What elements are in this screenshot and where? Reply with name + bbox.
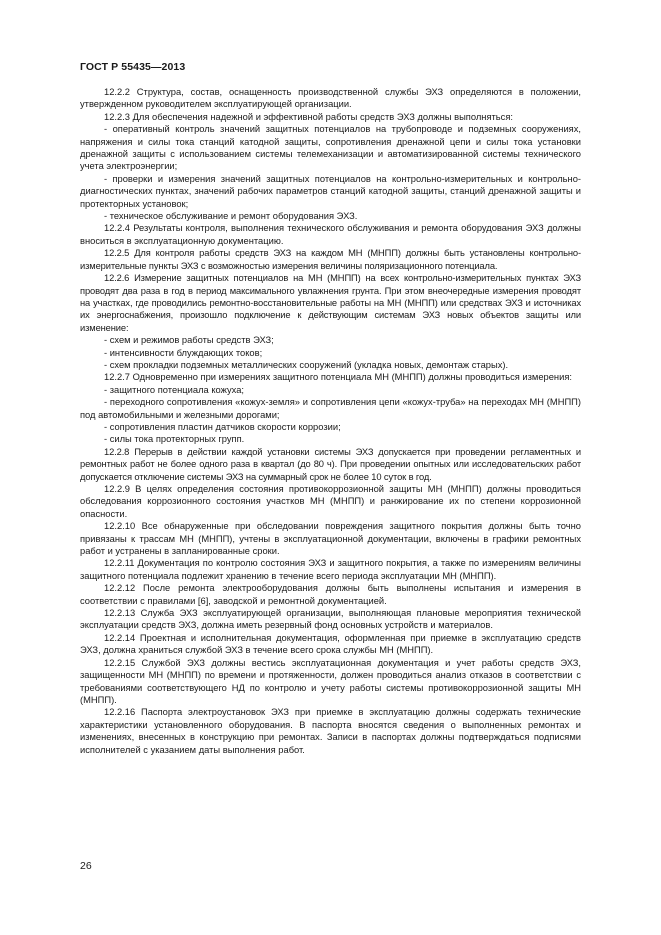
paragraph-12-2-10: 12.2.10 Все обнаруженные при обследовании повреждения защитного покрытия должны быть точно привязаны к трассам МН (МНПП), учтены в эксплуатационной документации, включены в графики ремонтных работ и устранены в запланированные сроки. [80, 521, 581, 557]
paragraph-12-2-7: 12.2.7 Одновременно при измерениях защитного потенциала МН (МНПП) должны проводиться измерения: [104, 372, 572, 383]
list-item: - силы тока протекторных групп. [104, 434, 245, 445]
list-item: - проверки и измерения значений защитных потенциалов на контрольно-измерительных и контрольно-диагностических пунктах, значений рабочих параметров станций катодной защиты, станций дренажной защиты и протекторных установок; [80, 173, 581, 209]
paragraph-12-2-2: 12.2.2 Структура, состав, оснащенность производственной службы ЭХЗ определяются в положении, утвержденном руководителем эксплуатирующей организации. [80, 87, 581, 110]
list-item: - техническое обслуживание и ремонт оборудования ЭХЗ. [104, 211, 358, 222]
list-item: - схем прокладки подземных металлических сооружений (укладка новых, демонтаж старых). [104, 359, 509, 370]
paragraph-12-2-11: 12.2.11 Документация по контролю состояния ЭХЗ и защитного покрытия, а также по измерениям величины защитного потенциала подлежит хранению в течение всего периода эксплуатации МН (МНПП). [80, 558, 581, 581]
page-number: 26 [80, 860, 92, 872]
paragraph-12-2-6: 12.2.6 Измерение защитных потенциалов на МН (МНПП) на всех контрольно-измерительных пунктах ЭХЗ проводят два раза в год в период максимального увлажнения грунта. При этом внеочередные измерения проводят на участках, где проводились ремонтно-восстановительные работы на МН (МНПП) или средствах ЭХЗ и источниках их энергоснабжения, произошло подключение к действующим системам ЭХЗ новых объектов защиты или изменение: [80, 273, 581, 333]
paragraph-12-2-15: 12.2.15 Службой ЭХЗ должны вестись эксплуатационная документация и учет работы средств ЭХЗ, защищенности МН (МНПП) по времени и протяженности, должен проводиться анализ отказов в соответствии с требованиями соответствующего НД по контролю и учету работы системы противокоррозионной защиты МН (МНПП). [80, 657, 581, 705]
list-item: - схем и режимов работы средств ЭХЗ; [104, 335, 274, 346]
list-item: - защитного потенциала кожуха; [104, 384, 244, 395]
list-item: - переходного сопротивления «кожух-земля» и сопротивления цепи «кожух-труба» на переходах МН (МНПП) под автомобильными и железными дорогами; [80, 397, 581, 420]
paragraph-12-2-13: 12.2.13 Служба ЭХЗ эксплуатирующей организации, выполняющая плановые мероприятия технической эксплуатации средств ЭХЗ, должна иметь резервный фонд основных устройств и материалов. [80, 608, 581, 631]
document-code-header: ГОСТ Р 55435—2013 [80, 61, 186, 73]
paragraph-12-2-4: 12.2.4 Результаты контроля, выполнения технического обслуживания и ремонта оборудования ЭХЗ должны вноситься в эксплуатационную документацию. [80, 223, 581, 246]
paragraph-12-2-9: 12.2.9 В целях определения состояния противокоррозионной защиты МН (МНПП) должны проводиться обследования коррозионного состояния участков МН (МНПП) и ранжирование их по степени коррозионной опасности. [80, 484, 581, 519]
paragraph-12-2-8: 12.2.8 Перерыв в действии каждой установки системы ЭХЗ допускается при проведении регламентных и ремонтных работ не более одного раза в квартал (до 80 ч). При проведении опытных или исследовательских работ допускается отключение системы ЭХЗ на суммарный срок не более 10 суток в год. [80, 446, 581, 482]
paragraph-12-2-14: 12.2.14 Проектная и исполнительная документация, оформленная при приемке в эксплуатацию средств ЭХЗ, должна храниться службой ЭХЗ в течение всего срока службы МН (МНПП). [80, 632, 581, 656]
document-body [80, 86, 581, 756]
list-item: - сопротивления пластин датчиков скорости коррозии; [104, 421, 341, 432]
list-item: - оперативный контроль значений защитных потенциалов на трубопроводе и подземных сооружениях, напряжения и силы тока станций катодной защиты, сопротивления дренажной цепи и силы тока установки дренажной защиты с использованием системы телемеханизации и автоматизированной системы технического учета электроэнергии; [80, 124, 581, 172]
paragraph-12-2-12: 12.2.12 После ремонта электрооборудования должны быть выполнены испытания и измерения в соответствии с правилами [6], заводской и ремонтной документацией. [80, 583, 581, 606]
paragraph-12-2-16: 12.2.16 Паспорта электроустановок ЭХЗ при приемке в эксплуатацию должны содержать технические характеристики установленного оборудования. В паспорта вносятся сведения о выполненных ремонтах и изменениях, внесенных в конструкцию при ремонтах. Записи в паспортах должны подтверждаться подписями исполнителей с указанием даты выполнения работ. [80, 707, 581, 755]
paragraph-12-2-5: 12.2.5 Для контроля работы средств ЭХЗ на каждом МН (МНПП) должны быть установлены контрольно-измерительные пункты ЭХЗ с возможностью измерения величины поляризационного потенциала. [80, 248, 581, 271]
paragraph-12-2-3: 12.2.3 Для обеспечения надежной и эффективной работы средств ЭХЗ должны выполняться: [104, 111, 513, 122]
list-item: - интенсивности блуждающих токов; [104, 347, 263, 358]
